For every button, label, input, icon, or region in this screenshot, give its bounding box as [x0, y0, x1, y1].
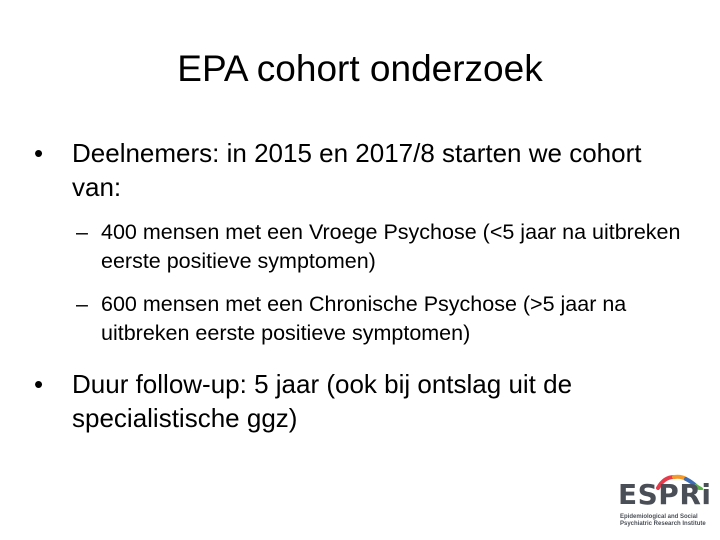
bullet-marker: • — [34, 138, 44, 168]
sub-bullet-marker: – — [76, 220, 88, 244]
sub-bullet-marker: – — [76, 292, 88, 316]
sub-bullet-early-psychosis — [76, 218, 686, 276]
bullet-participants — [34, 136, 684, 204]
sub-bullet-text: 400 mensen met een Vroege Psychose (<5 jaar na uitbreken eerste positieve symptomen) — [101, 220, 681, 273]
slide-title: EPA cohort onderzoek — [177, 48, 543, 89]
sub-bullet-text: 600 mensen met een Chronische Psychose (>5 jaar na uitbreken eerste positieve symptomen) — [101, 292, 627, 345]
espri-logo — [600, 474, 710, 534]
logo-tagline — [620, 514, 710, 528]
bullet-marker: • — [34, 369, 44, 399]
logo-tagline-line-2: Psychiatric Research Institute — [620, 521, 706, 527]
logo-wordmark: ESPRi — [618, 478, 712, 511]
bullet-text: Deelnemers: in 2015 en 2017/8 starten we cohort van: — [72, 138, 642, 202]
logo-tagline-line-1: Epidemiological and Social — [620, 514, 698, 520]
sub-bullet-chronic-psychosis — [76, 290, 686, 348]
bullet-text: Duur follow-up: 5 jaar (ook bij ontslag uit de specialistische ggz) — [72, 369, 573, 433]
bullet-follow-up — [34, 367, 684, 435]
